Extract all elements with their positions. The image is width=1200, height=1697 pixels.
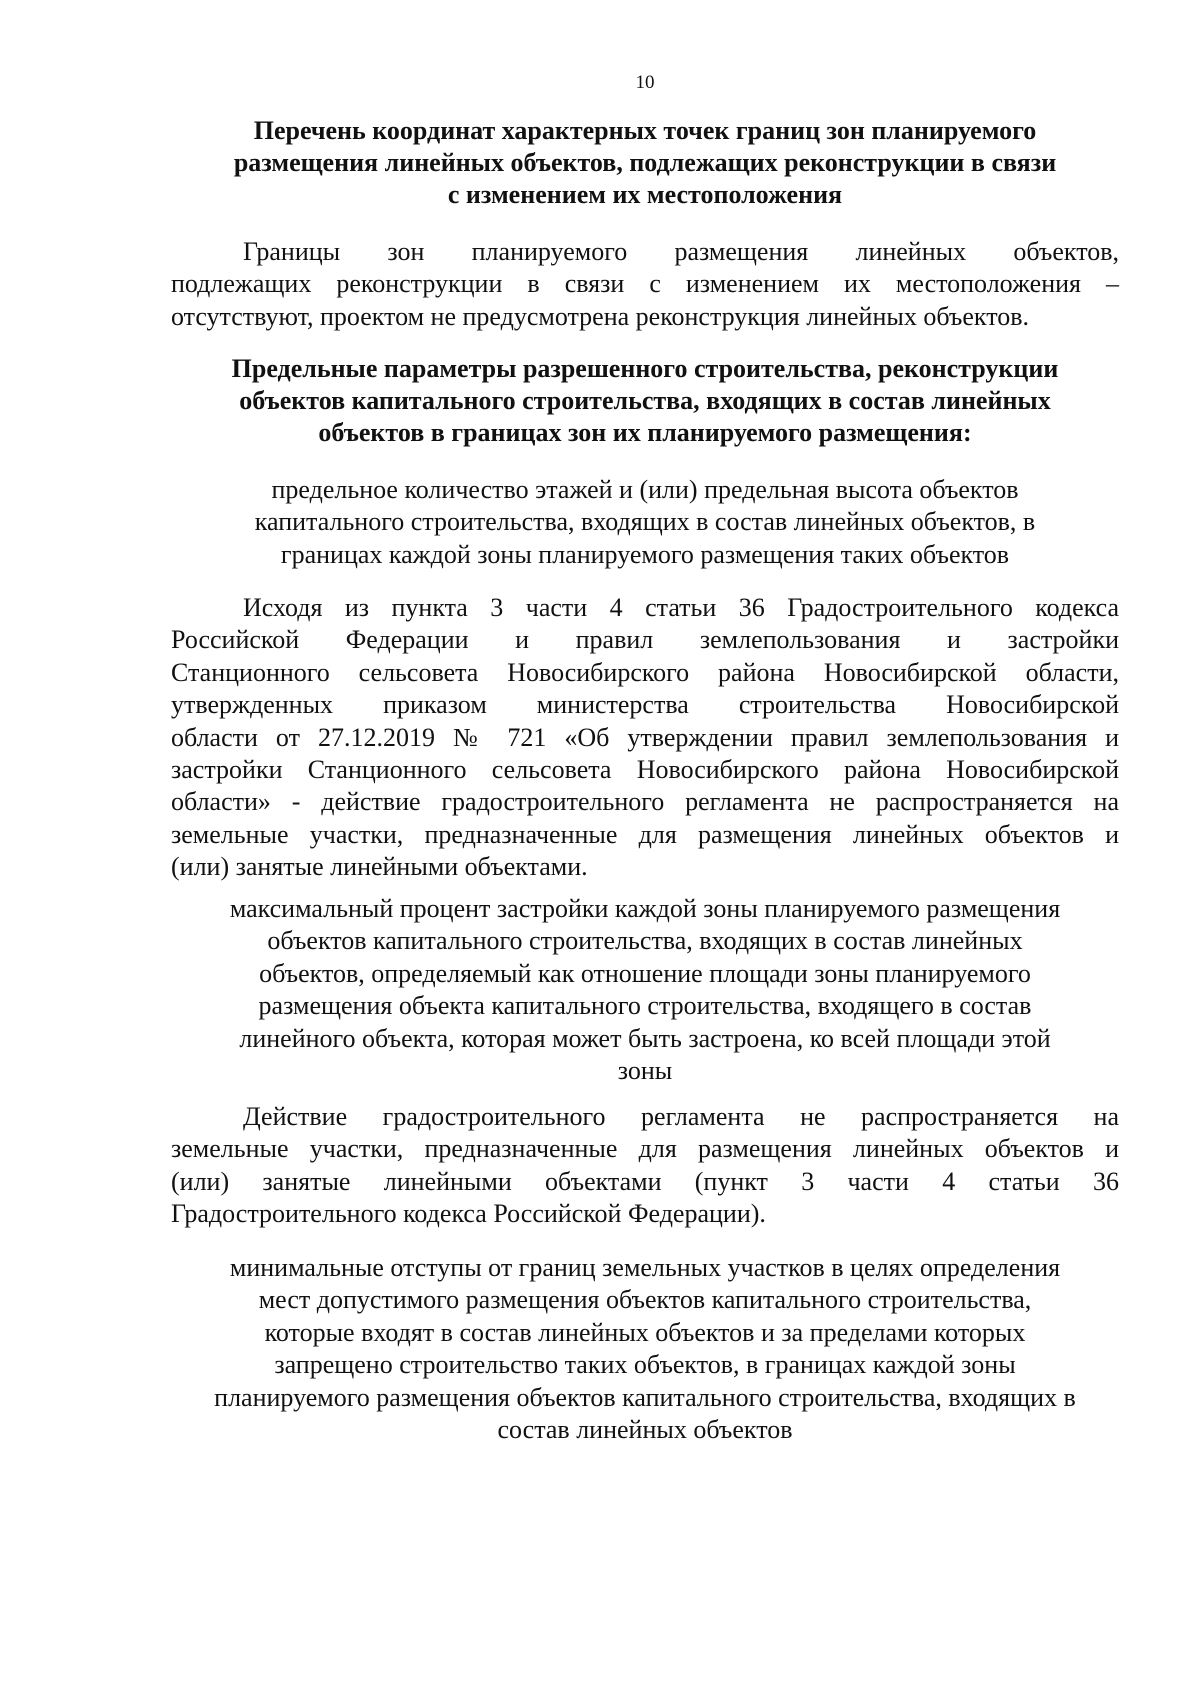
heading-line: размещения линейных объектов, подлежащих реконструкции в связи	[233, 148, 1057, 177]
body-line: Российской Федерации и правил землепользования и застройки	[171, 625, 1119, 655]
title-line: предельное количество этажей и (или) предельная высота объектов	[271, 475, 1019, 504]
body-line: области от 27.12.2019 № 721 «Об утверждении правил землепользования и	[171, 722, 1119, 752]
title-line: планируемого размещения объектов капитального строительства, входящих в	[214, 1382, 1076, 1412]
heading-line: Перечень координат характерных точек границ зон планируемого	[253, 116, 1037, 145]
title-line: границах каждой зоны планируемого размещения таких объектов	[280, 539, 1010, 569]
title-line: мест допустимого размещения объектов капитального строительства,	[258, 1285, 1032, 1315]
title-line: минимальные отступы от границ земельных участков в целях определения	[229, 1253, 1061, 1282]
page-number: 10	[635, 72, 655, 93]
section-1-heading	[171, 115, 1119, 211]
title-line: объектов капитального строительства, входящих в состав линейных	[267, 926, 1023, 956]
parameter-2-body	[171, 1101, 1119, 1231]
body-line: (или) занятые линейными объектами (пункт 3 части 4 статьи 36	[171, 1166, 1119, 1196]
body-line: Границы зон планируемого размещения линейных объектов,	[243, 237, 1119, 266]
title-line: линейного объекта, которая может быть застроена, ко всей площади этой	[239, 1023, 1051, 1053]
section-2-heading	[171, 353, 1119, 449]
body-line: области» - действие градостроительного регламента не распространяется на	[171, 787, 1119, 817]
body-line: отсутствуют, проектом не предусмотрена реконструкция линейных объектов.	[171, 301, 1029, 331]
body-line: подлежащих реконструкции в связи с изменением их местоположения –	[171, 269, 1119, 299]
heading-line: с изменением их местоположения	[447, 180, 843, 209]
heading-line: объектов в границах зон их планируемого размещения:	[318, 418, 972, 447]
body-line: Исходя из пункта 3 части 4 статьи 36 Градостроительного кодекса	[243, 593, 1119, 622]
title-line: запрещено строительство таких объектов, в границах каждой зоны	[274, 1350, 1016, 1380]
heading-line: объектов капитального строительства, входящих в состав линейных	[239, 386, 1051, 415]
body-line: (или) занятые линейными объектами.	[171, 852, 588, 882]
title-line: объектов, определяемый как отношение площади зоны планируемого	[259, 958, 1031, 988]
parameter-3-title	[171, 1252, 1119, 1446]
title-line: зоны	[617, 1056, 673, 1086]
title-line: максимальный процент застройки каждой зоны планируемого размещения	[229, 894, 1061, 923]
parameter-1-title	[171, 474, 1119, 571]
title-line: которые входят в состав линейных объектов и за пределами которых	[264, 1317, 1026, 1347]
body-line: земельные участки, предназначенные для размещения линейных объектов и	[171, 1134, 1119, 1164]
heading-line: Предельные параметры разрешенного строительства, реконструкции	[231, 354, 1059, 383]
body-line: земельные участки, предназначенные для размещения линейных объектов и	[171, 819, 1119, 849]
title-line: состав линейных объектов	[497, 1415, 793, 1445]
body-line: утвержденных приказом министерства строительства Новосибирской	[171, 690, 1119, 720]
body-line: Станционного сельсовета Новосибирского района Новосибирской области,	[171, 657, 1119, 687]
title-line: размещения объекта капитального строительства, входящего в состав	[258, 991, 1032, 1021]
body-line: Действие градостроительного регламента не распространяется на	[243, 1102, 1119, 1131]
parameter-1-body	[171, 592, 1119, 884]
body-line: застройки Станционного сельсовета Новосибирского района Новосибирской	[171, 755, 1119, 785]
title-line: капитального строительства, входящих в состав линейных объектов, в	[254, 507, 1036, 537]
section-1-body	[171, 236, 1119, 333]
parameter-2-title	[171, 893, 1119, 1087]
body-line: Градостроительного кодекса Российской Федерации).	[171, 1199, 766, 1229]
